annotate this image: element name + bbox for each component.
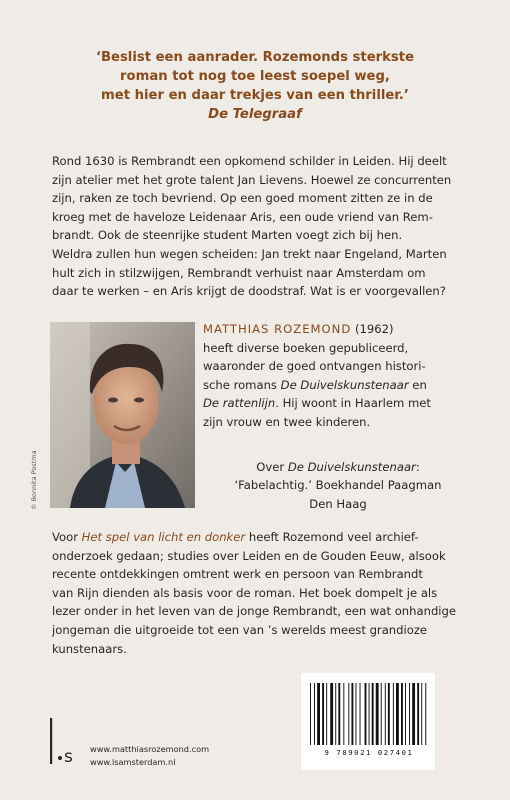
book-title: De Duivelskunstenaar (280, 377, 409, 392)
review-line: ‘Fabelachtig.’ Boekhandel Paagman (234, 478, 442, 493)
barcode-bar (417, 683, 419, 745)
review-quote (60, 48, 450, 124)
barcode-bar (401, 683, 403, 745)
barcode-bar (360, 683, 361, 745)
barcode-bar (314, 683, 315, 745)
review-text: : (415, 460, 420, 474)
barcode-bar (365, 683, 367, 745)
para-line: kunstenaars. (52, 641, 127, 656)
book-title: De Duivelskunstenaar (287, 460, 416, 474)
blurb-line: Rond 1630 is Rembrandt een opkomend schilder in Leiden. Hij deelt (52, 154, 447, 168)
barcode-bar (322, 683, 324, 745)
svg-text:s: s (64, 747, 73, 767)
barcode-bar (376, 683, 379, 745)
quote-line: met hier en daar trekjes van een thriller.’ (101, 88, 409, 103)
publisher-url[interactable]: www.lsamsterdam.nl (90, 756, 176, 767)
review-text: Over (256, 460, 288, 474)
barcode-bar (372, 683, 374, 745)
photo-credit: © Bonnita Postma (30, 450, 38, 510)
review-line: Den Haag (309, 496, 367, 511)
barcode-bar (338, 683, 340, 745)
blurb-text (52, 152, 464, 301)
bio-text: . Hij woont in Haarlem met (275, 396, 431, 411)
publisher-logo (46, 718, 86, 768)
blurb-line: zijn atelier met het grote talent Jan Lievens. Hoewel ze concurrenten (52, 172, 452, 187)
quote-line: roman tot nog toe leest soepel weg, (120, 69, 390, 84)
barcode-bar (421, 683, 422, 745)
second-review (203, 458, 473, 513)
barcode-bar (369, 683, 370, 745)
author-name: MATTHIAS ROZEMOND (203, 322, 352, 336)
author-bio (203, 320, 473, 432)
barcode-bar (388, 683, 390, 745)
blurb-line: kroeg met de haveloze Leidenaar Aris, een oude vriend van Rem- (52, 209, 433, 224)
barcode-bar (351, 683, 353, 745)
bio-line: waaronder de goed ontvangen histori- (203, 359, 426, 374)
blurb-line: Weldra zullen hun wegen scheiden: Jan trekt naar Engeland, Marten (52, 246, 447, 261)
author-photo (50, 322, 195, 508)
barcode-bar (343, 683, 344, 745)
barcode-bar (425, 683, 426, 745)
bio-line: heeft diverse boeken gepubliceerd, (203, 340, 409, 355)
isbn-number: 9 789021 027401 (324, 748, 414, 757)
barcode-bar (317, 683, 320, 745)
barcode-bar (396, 683, 399, 745)
barcode-bar (348, 683, 349, 745)
blurb-line: daar te werken – en Aris krijgt de doodstraf. Wat is er voorgevallen? (52, 284, 446, 299)
blurb-line: zijn, raken ze toch bevriend. Op een goed moment zitten ze in de (52, 191, 433, 206)
para-line: recente ontdekkingen omtrent werk en persoon van Rembrandt (52, 567, 423, 582)
barcode-bar (393, 683, 394, 745)
para-text: heeft Rozemond veel archief- (245, 530, 419, 544)
quote-line: ‘Beslist een aanrader. Rozemonds sterkste (95, 50, 415, 65)
para-line: lezer onder in het leven van de jonge Rembrandt, een wat onhandige (52, 604, 457, 619)
publisher-urls (90, 743, 209, 768)
para-line: onderzoek gedaan; studies over Leiden en de Gouden Eeuw, alsook (52, 548, 446, 563)
barcode-bar (405, 683, 406, 745)
barcode-bar (335, 683, 336, 745)
barcode-bar (409, 683, 410, 745)
barcode-bar (356, 683, 357, 745)
blurb-line: hult zich in stilzwijgen, Rembrandt verhuist naar Amsterdam om (52, 265, 426, 280)
bio-line: zijn vrouw en twee kinderen. (203, 414, 371, 429)
barcode-bar (385, 683, 386, 745)
book-title: Het spel van licht en donker (81, 530, 246, 544)
para-line: van Rijn dienden als basis voor de roman. Het boek dompelt je als (52, 585, 438, 600)
book-title: De rattenlijn (203, 396, 276, 411)
para-text: Voor (52, 530, 82, 544)
quote-source: De Telegraaf (208, 107, 302, 122)
bio-text: sche romans (203, 377, 281, 392)
bio-text: en (408, 377, 427, 392)
para-line: jongeman die uitgroeide tot een van ’s werelds meest grandioze (52, 622, 428, 637)
barcode-bar (412, 683, 415, 745)
blurb-line: brandt. Ook de steenrijke student Marten voegt zich bij hen. (52, 228, 403, 243)
author-url[interactable]: www.matthiasrozemond.com (90, 744, 210, 754)
barcode-bar (330, 683, 333, 745)
author-year: (1962) (351, 322, 394, 336)
barcode-bar (326, 683, 327, 745)
closing-paragraph (52, 528, 464, 658)
barcode-bar (310, 683, 311, 745)
barcode-bar (381, 683, 382, 745)
